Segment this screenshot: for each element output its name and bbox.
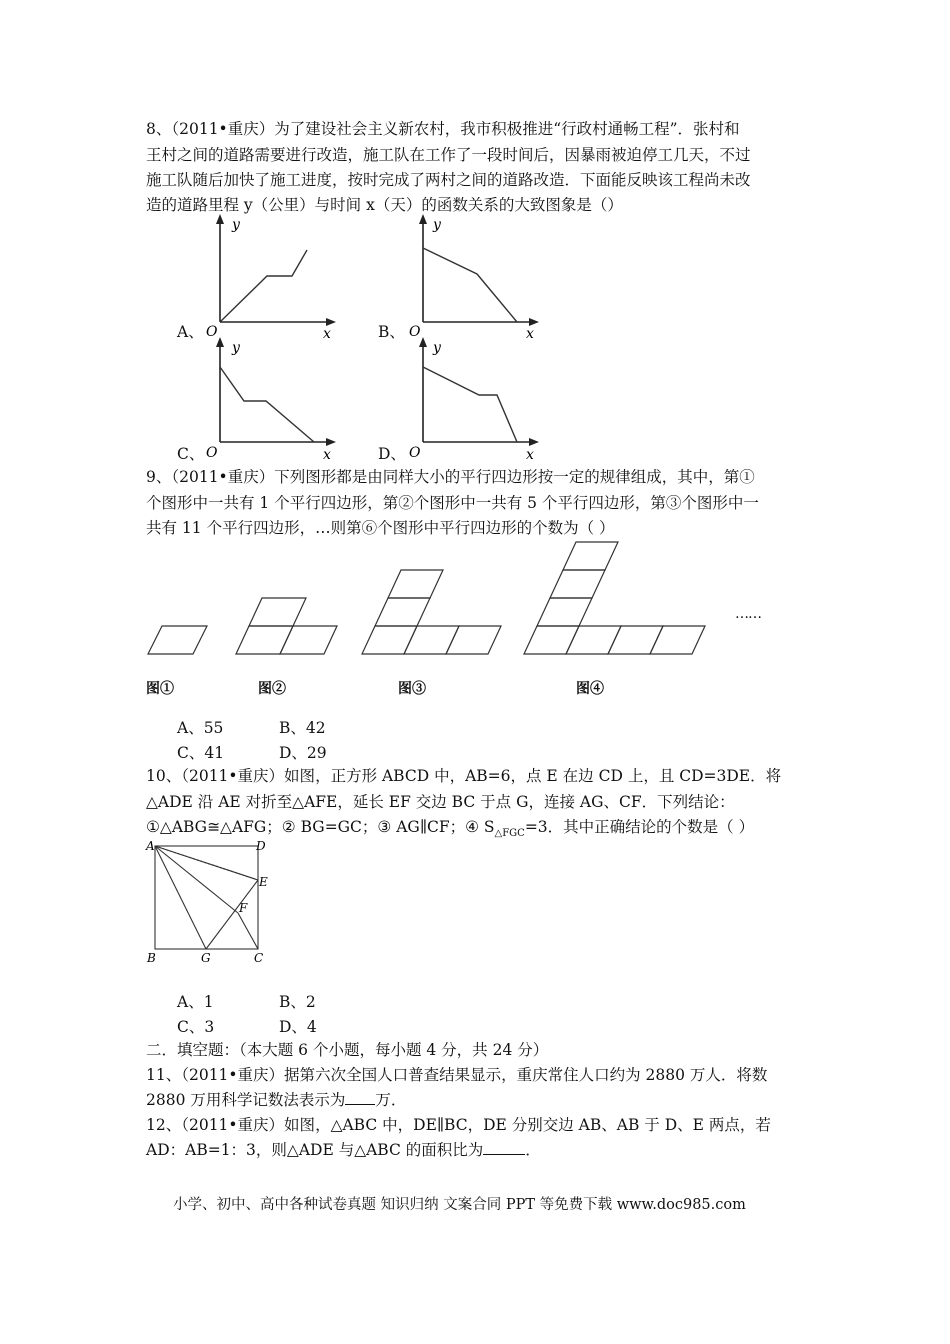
q8-option-c-label: C、 xyxy=(177,445,205,463)
q9-option-a: A、55 xyxy=(177,719,224,737)
q8-a-origin-label: O xyxy=(206,324,218,340)
q10-line-2: △ADE 沿 AE 对折至△AFE，延长 EF 交边 BC 于点 G，连接 AG、CF．下列结论： xyxy=(146,793,735,811)
q8-line-1: 8、（2011•重庆）为了建设社会主义新农村，我市积极推进“行政村通畅工程”．张村和 xyxy=(146,120,740,138)
q11-line-1: 11、（2011•重庆）据第六次全国人口普查结果显示，重庆常住人口约为 2880 万人．将数 xyxy=(146,1066,768,1084)
q9-figure-label-2: 图② xyxy=(258,681,286,697)
q9-figure-2 xyxy=(236,598,337,654)
q8-option-b-label: B、 xyxy=(378,323,405,341)
q10-label-e: E xyxy=(259,875,268,889)
q8-line-3: 施工队随后加快了施工进度，按时完成了两村之间的道路改造．下面能反映该工程尚未改 xyxy=(146,171,751,189)
q10-line-1: 10、（2011•重庆）如图，正方形 ABCD 中，AB=6，点 E 在边 CD 上，且 CD=3DE．将 xyxy=(146,767,782,785)
q8-option-d-label: D、 xyxy=(378,445,406,463)
q8-graph-d xyxy=(405,335,545,463)
q8-c-origin-label: O xyxy=(206,445,218,461)
q8-graph-a xyxy=(202,212,342,342)
q9-option-b: B、42 xyxy=(279,719,326,737)
q10-option-c: C、3 xyxy=(177,1018,215,1036)
q8-line-2: 王村之间的道路需要进行改造，施工队在工作了一段时间后，因暴雨被迫停工几天，不过 xyxy=(146,146,751,164)
q9-figure-3 xyxy=(362,570,501,654)
q8-c-x-label: x xyxy=(323,447,331,463)
q12-line-2-end: ． xyxy=(525,1141,541,1159)
q10-option-b: B、2 xyxy=(279,993,316,1011)
q11-line-2 xyxy=(146,1090,406,1110)
q10-label-f: F xyxy=(239,901,248,915)
q11-line-2-text: 2880 万用科学记数法表示为 xyxy=(146,1091,346,1109)
q8-a-x-label: x xyxy=(323,326,331,342)
q8-line-4: 造的道路里程 y（公里）与时间 x（天）的函数关系的大致图象是（） xyxy=(146,196,623,214)
q10-square-figure xyxy=(143,838,273,968)
q8-a-y-label: y xyxy=(232,217,240,233)
q11-line-2-unit: 万． xyxy=(375,1091,407,1109)
q8-b-origin-label: O xyxy=(409,324,421,340)
q9-figure-label-4: 图④ xyxy=(576,681,604,697)
section-2-heading: 二．填空题：（本大题 6 个小题，每小题 4 分，共 24 分） xyxy=(146,1041,549,1059)
q10-line-3-tail: =3．其中正确结论的个数是（ ） xyxy=(524,818,755,836)
q10-label-d: D xyxy=(256,839,266,853)
q12-line-1: 12、（2011•重庆）如图，△ABC 中，DE∥BC，DE 分别交边 AB、AB 于 D、E 两点，若 xyxy=(146,1116,771,1134)
q8-c-y-label: y xyxy=(232,340,240,356)
q10-label-b: B xyxy=(147,951,156,965)
q10-subscript: △FGC xyxy=(494,828,525,840)
q10-option-a: A、1 xyxy=(177,993,214,1011)
q10-line-3-main: ①△ABG≅△AFG；② BG=GC；③ AG∥CF；④ S xyxy=(146,818,495,836)
q8-d-y-label: y xyxy=(433,340,441,356)
q9-figures xyxy=(140,540,800,700)
q9-line-3: 共有 11 个平行四边形，…则第⑥个图形中平行四边形的个数为（ ） xyxy=(146,519,615,537)
q8-d-x-label: x xyxy=(526,447,534,463)
q8-b-y-label: y xyxy=(433,217,441,233)
q8-d-origin-label: O xyxy=(409,445,421,461)
page-footer: 小学、初中、高中各种试卷真题 知识归纳 文案合同 PPT 等免费下载 www.doc985.com xyxy=(173,1197,746,1213)
q9-option-d: D、29 xyxy=(279,744,327,762)
q12-line-2-text: AD：AB=1：3，则△ADE 与△ABC 的面积比为 xyxy=(146,1141,484,1159)
q9-ellipsis: …… xyxy=(735,606,761,622)
q9-line-2: 个图形中一共有 1 个平行四边形，第②个图形中一共有 5 个平行四边形，第③个图形中一 xyxy=(146,494,759,512)
q9-line-1: 9、（2011•重庆）下列图形都是由同样大小的平行四边形按一定的规律组成，其中，第① xyxy=(146,468,755,486)
q10-label-a: A xyxy=(146,839,155,853)
q9-figure-label-1: 图① xyxy=(146,681,174,697)
q10-label-g: G xyxy=(201,951,211,965)
q12-line-2 xyxy=(146,1140,541,1160)
q10-label-c: C xyxy=(254,951,264,965)
q11-answer-blank[interactable] xyxy=(345,1090,375,1105)
q8-option-a-label: A、 xyxy=(177,323,204,341)
q12-answer-blank[interactable] xyxy=(483,1140,525,1155)
q8-graph-c xyxy=(202,335,342,463)
q8-graph-b xyxy=(405,212,545,342)
q10-option-d: D、4 xyxy=(279,1018,317,1036)
q8-b-x-label: x xyxy=(526,326,534,342)
q9-option-c: C、41 xyxy=(177,744,225,762)
q9-figure-4 xyxy=(524,542,705,654)
q9-figure-label-3: 图③ xyxy=(398,681,426,697)
